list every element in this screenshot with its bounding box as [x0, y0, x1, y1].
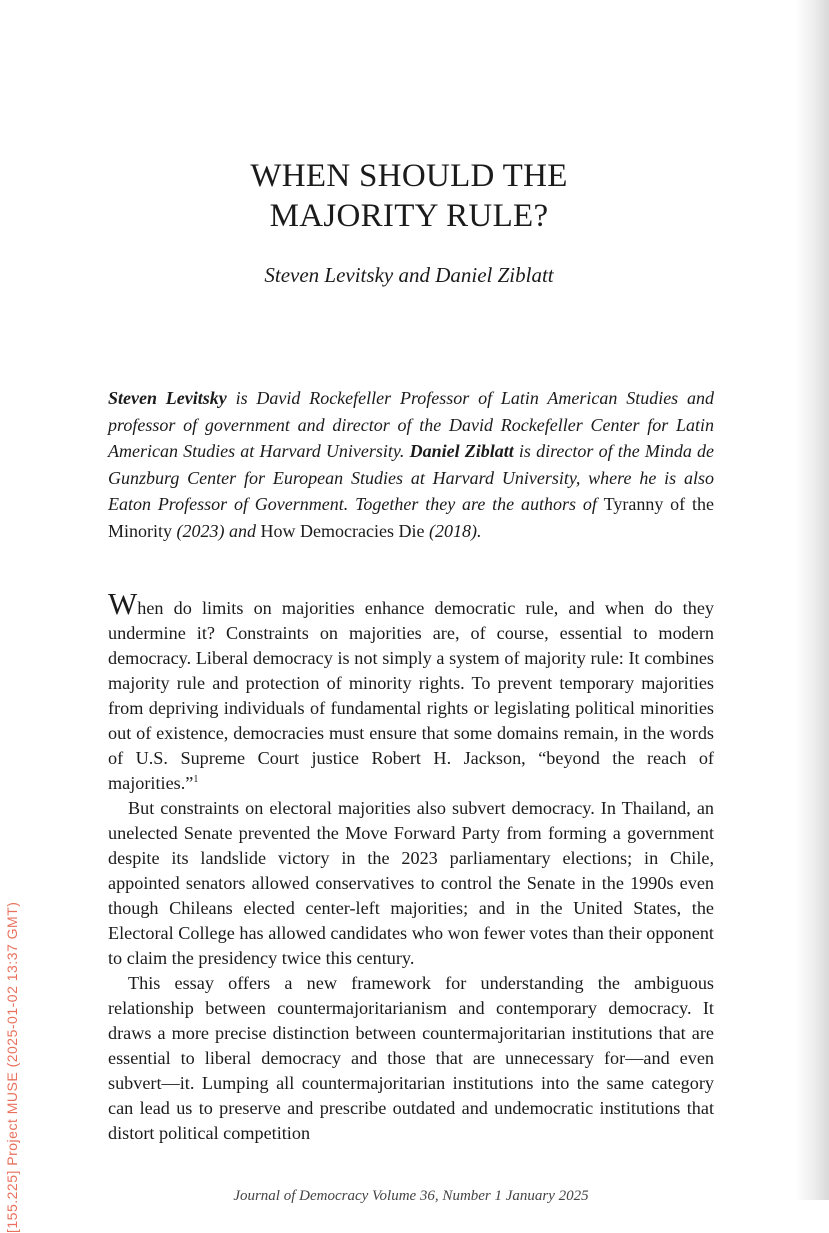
download-stamp: [155.225] Project MUSE (2025-01-02 13:37 GMT): [4, 901, 20, 1233]
page-edge-shadow: [795, 0, 829, 1200]
footnote-marker: 1: [193, 774, 199, 785]
bio-text-2: is director of the Minda de Gunzburg Center for European Studies at Harvard University, where he is also Eaton Professor of Government. Together they are the authors of: [108, 441, 715, 514]
paragraph-3: This essay offers a new framework for understanding the ambiguous relationship between countermajoritarianism and contemporary democracy. It draws a more precise distinction between countermajoritarian institutions that are essential to liberal democracy and those that are unnecessary for—and even subvert—it. Lumping all countermajoritarian institutions into the same category can lead us to preserve and prescribe outdated and undemocratic institutions that distort political competition: [108, 973, 714, 1143]
journal-footer: Journal of Democracy Volume 36, Number 1 January 2025: [233, 1188, 589, 1204]
title-line-1: WHEN SHOULD THE: [250, 158, 568, 194]
author-bio: [108, 385, 714, 544]
paragraph-1-text: hen do limits on majorities enhance democratic rule, and when do they undermine it? Constraints on majorities are, of course, essential to modern democracy. Liberal democracy is not simply a system of majority rule: It combines majority rule and protection of minority rights. To prevent temporary majorities from depriving individuals of fundamental rights or legislating political minorities out of existence, democracies must ensure that some domains remain, in the words of U.S. Supreme Court justice Robert H. Jackson, “beyond the reach of majorities.”: [108, 598, 714, 793]
book-title-tyranny: Tyranny of the Minority: [108, 494, 714, 541]
paragraph-1: [108, 586, 714, 796]
paragraph-2: But constraints on electoral majorities also subvert democracy. In Thailand, an unelected Senate prevented the Move Forward Party from forming a government despite its landslide victory in the 2023 parliamentary elections; in Chile, appointed senators allowed conservatives to control the Senate in the 1990s even though Chileans elected center-left majorities; and in the United States, the Electoral College has allowed candidates who won fewer votes than their opponent to claim the presidency twice this century.: [108, 798, 714, 968]
article-body: [108, 586, 714, 1146]
book-title-democracies: How Democracies Die: [260, 520, 425, 541]
author-name-levitsky: Steven Levitsky: [108, 388, 227, 408]
bio-text-4: (2018).: [424, 520, 482, 541]
drop-cap: W: [108, 586, 138, 621]
article-title: [108, 156, 710, 236]
bio-text-3: (2023) and: [172, 520, 261, 541]
title-line-2: MAJORITY RULE?: [269, 198, 549, 234]
article-authors: Steven Levitsky and Daniel Ziblatt: [264, 263, 554, 287]
author-name-ziblatt: Daniel Ziblatt: [409, 441, 514, 461]
bio-text-1: is David Rockefeller Professor of Latin American Studies and professor of government and director of the David Rockefeller Center for Latin American Studies at Harvard University.: [108, 388, 714, 461]
